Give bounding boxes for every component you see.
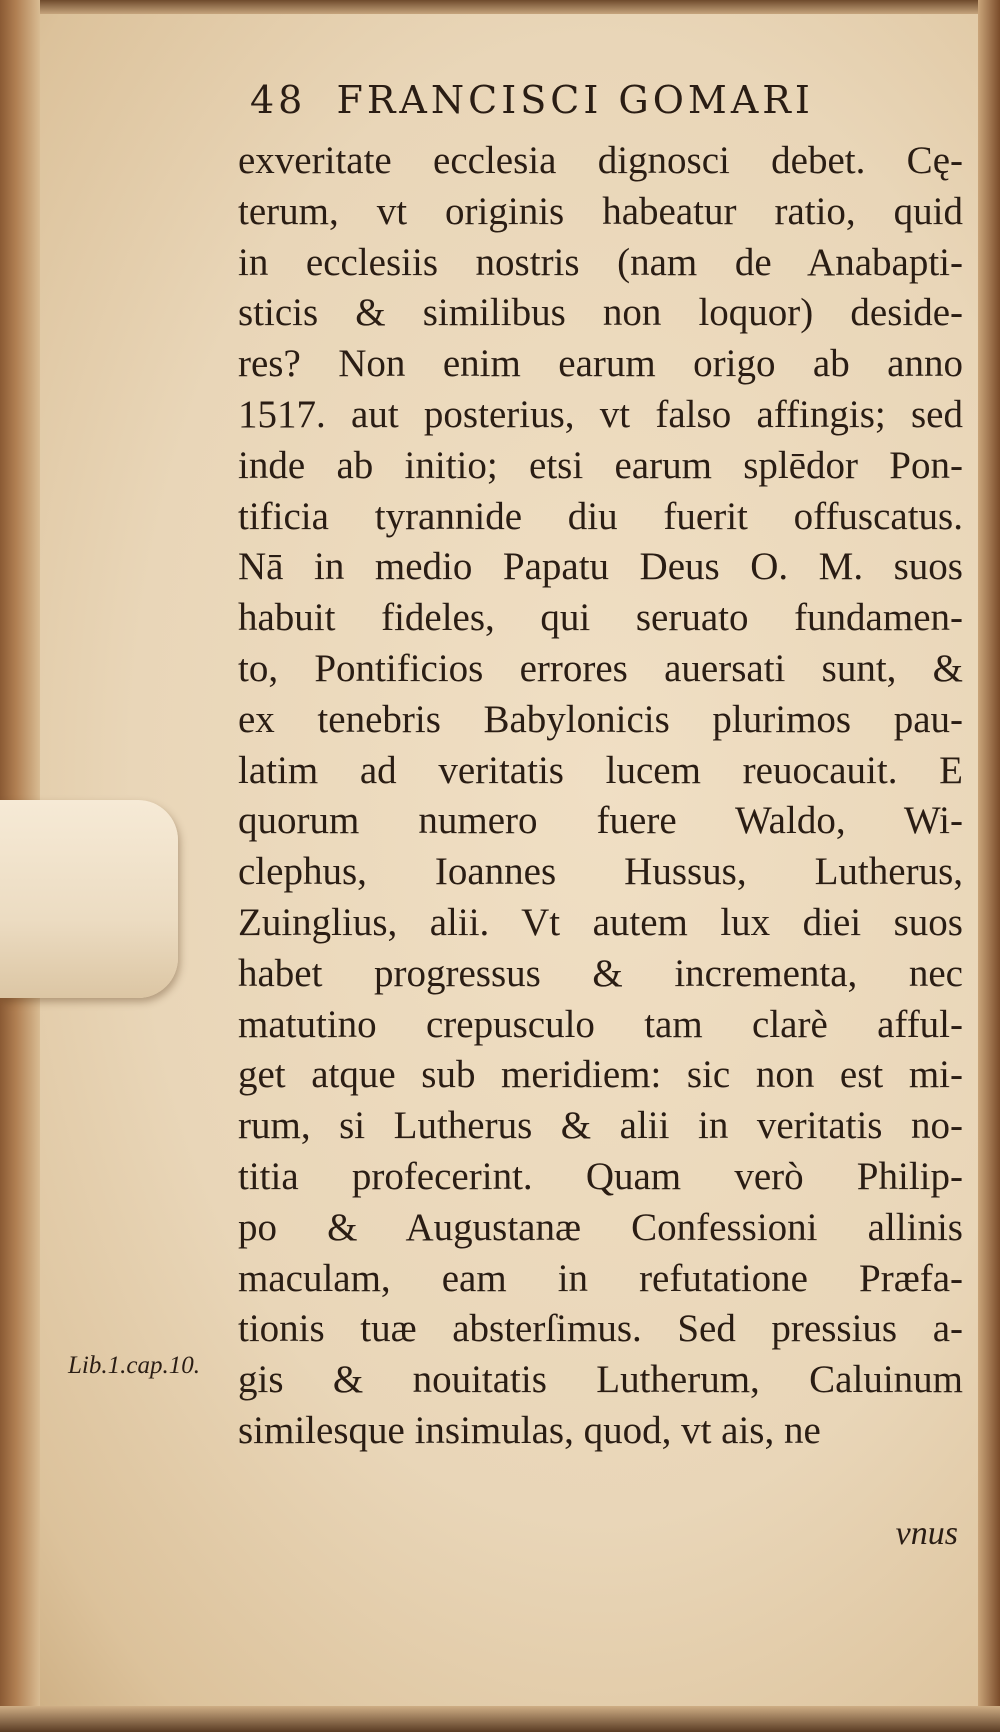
page-tab-marker <box>0 800 178 998</box>
text-line: po & Augustanæ Confessioni allinis <box>238 1205 963 1249</box>
text-line: terum, vt originis habeatur ratio, quid <box>238 189 963 233</box>
catchword: vnus <box>895 1515 958 1552</box>
text-line: matutino crepusculo tam clarè afful- <box>238 1002 963 1046</box>
text-line: in ecclesiis nostris (nam de Anabapti- <box>238 240 963 284</box>
text-line: tionis tuæ absterſimus. Sed pressius a- <box>238 1307 963 1351</box>
text-line: similesque insimulas, quod, vt ais, ne <box>238 1408 821 1452</box>
text-line: Nā in medio Papatu Deus O. M. suos <box>238 545 963 589</box>
text-line: inde ab initio; etsi earum splēdor Pon- <box>238 443 963 487</box>
text-line: latim ad veritatis lucem reuocauit. E <box>238 748 963 792</box>
text-line: tificia tyrannide diu fuerit offuscatus. <box>238 494 963 538</box>
page-number: 48 <box>250 78 307 122</box>
margin-note: Lib.1.cap.10. <box>68 1352 200 1379</box>
text-line: Zuinglius, alii. Vt autem lux diei suos <box>238 900 963 944</box>
text-line: res? Non enim earum origo ab anno <box>238 342 963 386</box>
text-line: habet progressus & incrementa, nec <box>238 951 963 995</box>
text-line: habuit fideles, qui seruato fundamen- <box>238 596 963 640</box>
text-line: get atque sub meridiem: sic non est mi- <box>238 1053 963 1097</box>
text-line: quorum numero fuere Waldo, Wi- <box>238 799 963 843</box>
page-fore-edge <box>978 0 1000 1732</box>
text-line: rum, si Lutherus & alii in veritatis no- <box>238 1104 963 1148</box>
text-line: titia profecerint. Quam verò Philip- <box>238 1154 963 1198</box>
text-line: ex tenebris Babylonicis plurimos pau- <box>238 697 963 741</box>
page-top-edge <box>0 0 1000 14</box>
text-line: clephus, Ioannes Hussus, Lutherus, <box>238 850 963 894</box>
text-line: to, Pontificios errores auersati sunt, & <box>238 646 963 690</box>
text-line: sticis & similibus non loquor) deside- <box>238 291 963 335</box>
running-head <box>250 78 814 122</box>
text-line: maculam, eam in refutatione Præfa- <box>238 1256 963 1300</box>
running-title: FRANCISCI GOMARI <box>336 78 814 122</box>
body-text <box>238 136 963 1457</box>
text-line: gis & nouitatis Lutherum, Caluinum <box>238 1358 963 1402</box>
text-line: 1517. aut posterius, vt falso affingis; sed <box>238 392 963 436</box>
text-line: exveritate ecclesia dignosci debet. Cę- <box>238 139 963 182</box>
page-bottom-edge <box>0 1706 1000 1732</box>
